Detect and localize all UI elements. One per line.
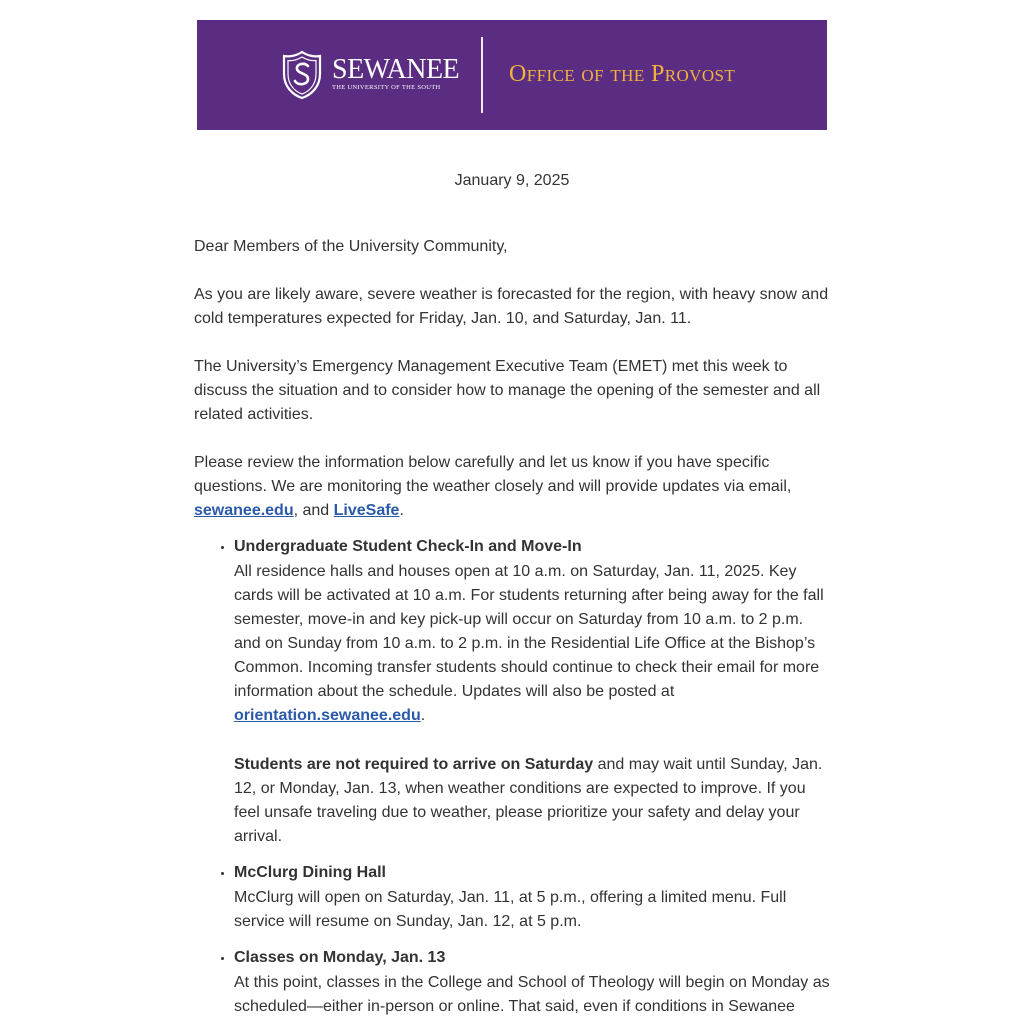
arrival-note-rest: and may wait until Sunday, Jan. 12, or Monday, Jan. 13, when weather conditions are expected to improve. If you feel unsafe traveling due to weather, please prioritize your safety and delay your arrival.: [234, 756, 823, 845]
dining-text: McClurg will open on Saturday, Jan. 11, at 5 p.m., offering a limited menu. Full service will resume on Sunday, Jan. 12, at 5 p.m.: [234, 889, 787, 930]
letter-date: January 9, 2025: [454, 172, 570, 189]
list-item-dining: [234, 861, 834, 934]
header-banner: [197, 20, 827, 130]
list-item-move-in: [234, 535, 834, 849]
livesafe-link[interactable]: LiveSafe: [333, 502, 400, 519]
sewanee-wordmark: [332, 56, 459, 92]
paragraph-weather: As you are likely aware, severe weather is forecasted for the region, with heavy snow and cold temperatures expected for Friday, Jan. 10, and Saturday, Jan. 11.: [194, 286, 829, 327]
updates-period: .: [399, 502, 404, 519]
classes-title: • Classes on Monday, Jan. 13: [234, 949, 446, 966]
letter-body: [194, 235, 834, 1024]
header-divider: [481, 37, 483, 113]
list-item-classes: [234, 946, 834, 1019]
arrival-note-bold: Students are not required to arrive on Saturday: [234, 756, 594, 773]
classes-text: At this point, classes in the College and School of Theology will begin on Monday as scheduled—either in-person or online. That said, even if conditions in Sewanee: [234, 974, 830, 1015]
dining-title: • McClurg Dining Hall: [234, 864, 386, 881]
move-in-body: All residence halls and houses open at 10 a.m. on Saturday, Jan. 11, 2025. Key cards will be activated at 10 a.m. For students returning after being away for the fall semester, move-in and key pick-up will occur on Saturday from 10 a.m. to 2 p.m. and on Sunday from 10 a.m. to 2 p.m. in the Residential Life Office at the Bishop’s Common. Incoming transfer students should continue to check their email for more information about the schedule. Updates will also be posted at: [234, 563, 824, 700]
paragraph-updates: [194, 451, 834, 523]
logo-tagline: THE UNIVERSITY OF THE SOUTH: [332, 84, 441, 91]
office-title: Office of the Provost: [509, 61, 736, 87]
info-list: [194, 535, 834, 1019]
paragraph-emet: The University’s Emergency Management Executive Team (EMET) met this week to discuss the situation and to consider how to manage the opening of the semester and all related activities.: [194, 358, 821, 423]
sewanee-edu-link[interactable]: sewanee.edu: [194, 502, 294, 519]
move-in-period: .: [420, 707, 426, 724]
updates-text: Please review the information below carefully and let us know if you have specific questions. We are monitoring the weather closely and will provide updates via email,: [194, 454, 792, 495]
salutation: Dear Members of the University Community,: [194, 238, 508, 255]
logo-name: SEWANEE: [332, 54, 460, 85]
move-in-title: • Undergraduate Student Check-In and Move-In: [234, 538, 582, 555]
move-in-text: [234, 560, 834, 728]
updates-and: , and: [293, 502, 334, 519]
arrival-note: [234, 753, 834, 849]
orientation-link[interactable]: orientation.sewanee.edu: [234, 707, 421, 724]
sewanee-shield-icon: [282, 50, 322, 100]
